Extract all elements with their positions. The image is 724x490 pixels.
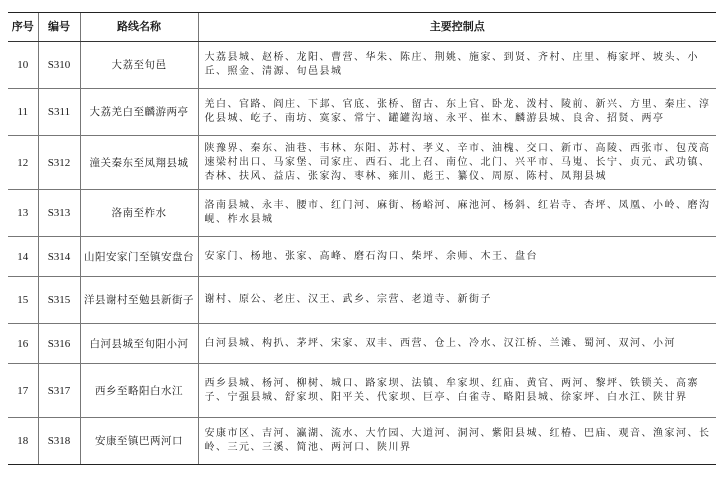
cell-control-points: 谢村、原公、老庄、汉王、武乡、宗营、老道寺、新街子 xyxy=(198,277,716,324)
table-row xyxy=(8,324,716,364)
cell-code: S311 xyxy=(38,89,80,136)
cell-seq: 18 xyxy=(8,418,38,465)
cell-seq: 17 xyxy=(8,364,38,418)
cell-code: S313 xyxy=(38,190,80,237)
cell-control-points: 洛南县城、永丰、腰市、红门河、麻街、杨峪河、麻池河、杨斜、红岩寺、杏坪、凤凰、小岭、磨沟岘、柞水县城 xyxy=(198,190,716,237)
cell-seq: 10 xyxy=(8,42,38,89)
cell-code: S312 xyxy=(38,136,80,190)
cell-route-name: 大荔羌白至麟游两亭 xyxy=(80,89,198,136)
cell-code: S317 xyxy=(38,364,80,418)
table-body xyxy=(8,42,716,465)
cell-seq: 11 xyxy=(8,89,38,136)
table-row xyxy=(8,190,716,237)
table-row xyxy=(8,418,716,465)
cell-route-name: 山阳安家门至镇安盘台 xyxy=(80,237,198,277)
header-code: 编号 xyxy=(38,13,80,42)
table-row xyxy=(8,277,716,324)
cell-route-name: 潼关秦东至凤翔县城 xyxy=(80,136,198,190)
cell-code: S314 xyxy=(38,237,80,277)
cell-control-points: 安家门、杨地、张家、高峰、磨石沟口、柴坪、余师、木王、盘台 xyxy=(198,237,716,277)
cell-code: S310 xyxy=(38,42,80,89)
header-control-points: 主要控制点 xyxy=(198,13,716,42)
cell-seq: 15 xyxy=(8,277,38,324)
cell-route-name: 洋县谢村至勉县新街子 xyxy=(80,277,198,324)
header-seq: 序号 xyxy=(8,13,38,42)
cell-control-points: 白河县城、构扒、茅坪、宋家、双丰、西营、仓上、冷水、汉江桥、兰滩、蜀河、双河、小河 xyxy=(198,324,716,364)
cell-route-name: 安康至镇巴两河口 xyxy=(80,418,198,465)
cell-route-name: 大荔至旬邑 xyxy=(80,42,198,89)
cell-code: S318 xyxy=(38,418,80,465)
cell-control-points: 安康市区、吉河、瀛湖、流水、大竹园、大道河、洞河、紫阳县城、红椿、巴庙、观音、渔家河、长岭、三元、三溪、简池、两河口、陕川界 xyxy=(198,418,716,465)
cell-code: S315 xyxy=(38,277,80,324)
header-route-name: 路线名称 xyxy=(80,13,198,42)
table-row xyxy=(8,237,716,277)
cell-control-points: 羌白、官路、阎庄、下邽、官底、张桥、留古、东上官、卧龙、泼村、陵前、新兴、方里、秦庄、淳化县城、屹子、南坊、寞家、常宁、罐罐沟垴、永平、崔木、麟游县城、良舍、招贤、两亭 xyxy=(198,89,716,136)
header-row xyxy=(8,13,716,42)
cell-control-points: 陕豫界、秦东、油巷、韦林、东阳、苏村、孝义、辛市、油槐、交口、新市、高陵、西张市、包茂高速梁村出口、马家堡、司家庄、西石、北上召、南位、北门、兴平市、马嵬、长宁、贞元、武功镇、杏林、扶风、益店、张家沟、枣林、雍川、彪王、纂仪、周原、陈村、凤翔县城 xyxy=(198,136,716,190)
cell-control-points: 大荔县城、赵桥、龙阳、曹营、华朱、陈庄、荆姚、施家、到贤、齐村、庄里、梅家坪、坡头、小丘、照金、清源、旬邑县城 xyxy=(198,42,716,89)
table-row xyxy=(8,89,716,136)
cell-route-name: 西乡至略阳白水江 xyxy=(80,364,198,418)
cell-seq: 14 xyxy=(8,237,38,277)
cell-route-name: 洛南至柞水 xyxy=(80,190,198,237)
provincial-route-table xyxy=(8,12,716,465)
cell-code: S316 xyxy=(38,324,80,364)
cell-control-points: 西乡县城、杨河、柳树、城口、路家坝、法镇、牟家坝、红庙、黄官、两河、黎坪、铁锁关、高寨子、宁强县城、舒家坝、阳平关、代家坝、巨亭、白雀寺、略阳县城、徐家坪、白水江、陕甘界 xyxy=(198,364,716,418)
table-row xyxy=(8,364,716,418)
cell-seq: 16 xyxy=(8,324,38,364)
table-row xyxy=(8,42,716,89)
cell-route-name: 白河县城至旬阳小河 xyxy=(80,324,198,364)
table-header xyxy=(8,13,716,42)
cell-seq: 13 xyxy=(8,190,38,237)
table-row xyxy=(8,136,716,190)
cell-seq: 12 xyxy=(8,136,38,190)
